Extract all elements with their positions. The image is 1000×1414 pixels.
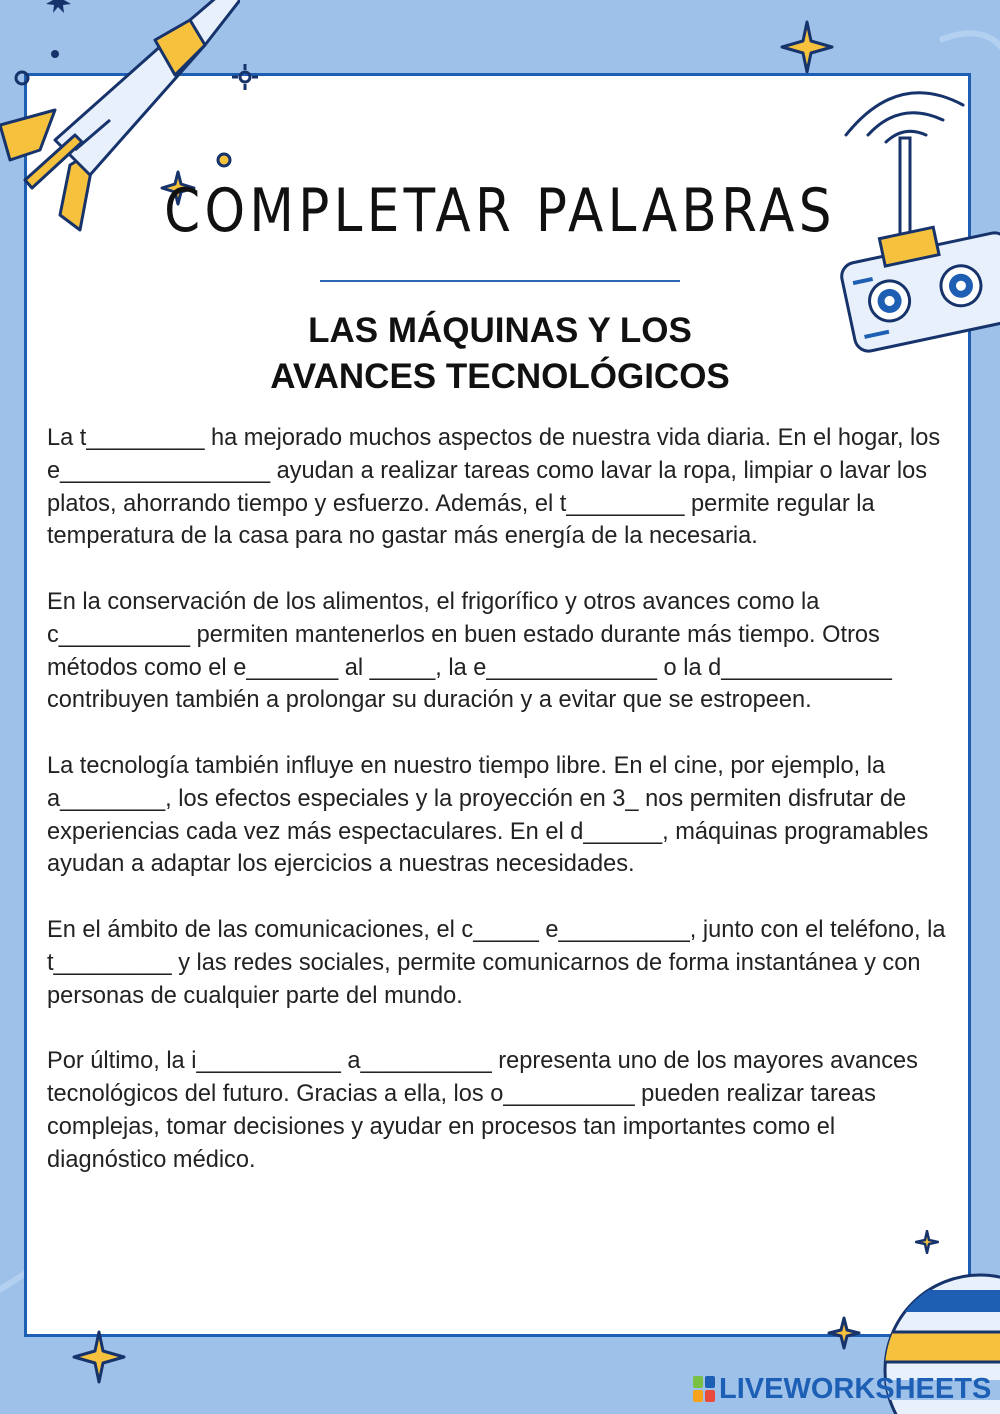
sparkle-star-icon: [915, 1230, 939, 1254]
sparkle-star-icon: [72, 1330, 126, 1384]
sparkle-star-icon: [827, 1316, 861, 1350]
worksheet-body: [47, 422, 959, 1209]
subtitle-line-1: LAS MÁQUINAS Y LOS: [308, 311, 692, 350]
paragraph-leisure: La tecnología también influye en nuestro tiempo libre. En el cine, por ejemplo, la a________, los efectos especiales y la proyección en 3_ nos permiten disfrutar de experiencias cada vez más espectaculares. En el d______, máquinas programables ayudan a adaptar los ejercicios a nuestras necesidades.: [47, 752, 929, 878]
paragraph-food: En la conservación de los alimentos, el frigorífico y otros avances como la c__________ permiten mantenerlos en buen estado durante más tiempo. Otros métodos como el e_______ al _____, la e_____________ o la d_____________ contribuyen también a prolongar su duración y a evitar que se estropeen.: [47, 588, 892, 714]
paragraph-ai: Por último, la i___________ a__________ representa uno de los mayores avances tecnológicos del futuro. Gracias a ella, los o__________ pueden realizar tareas complejas, tomar decisiones y ayudar en procesos tan importantes como el diagnóstico médico.: [47, 1048, 918, 1173]
brand-name: LIVEWORKSHEETS: [719, 1372, 992, 1405]
sparkle-star-icon: [230, 62, 260, 92]
sparkle-star-icon: [780, 20, 834, 74]
paragraph-home: La t_________ ha mejorado muchos aspectos de nuestra vida diaria. En el hogar, los e________________ ayudan a realizar tareas como lavar la ropa, limpiar o lavar los platos, ahorrando tiempo y esfuerzo. Además, el t_________ permite regular la temperatura de la casa para no gastar más energía de la necesaria.: [47, 425, 941, 550]
liveworksheets-brand: [693, 1372, 991, 1406]
title-divider: [320, 280, 680, 282]
sparkle-star-icon: [214, 150, 234, 170]
liveworksheets-logo-icon: [693, 1376, 715, 1402]
subtitle-line-2: AVANCES TECNOLÓGICOS: [270, 357, 730, 396]
page-subtitle: [0, 308, 1000, 400]
paragraph-communications: En el ámbito de las comunicaciones, el c_____ e__________, junto con el teléfono, la t_________ y las redes sociales, permite comunicarnos de forma instantánea y con personas de cualquier parte del mundo.: [47, 916, 946, 1009]
page-title: COMPLETAR PALABRAS: [164, 176, 836, 246]
